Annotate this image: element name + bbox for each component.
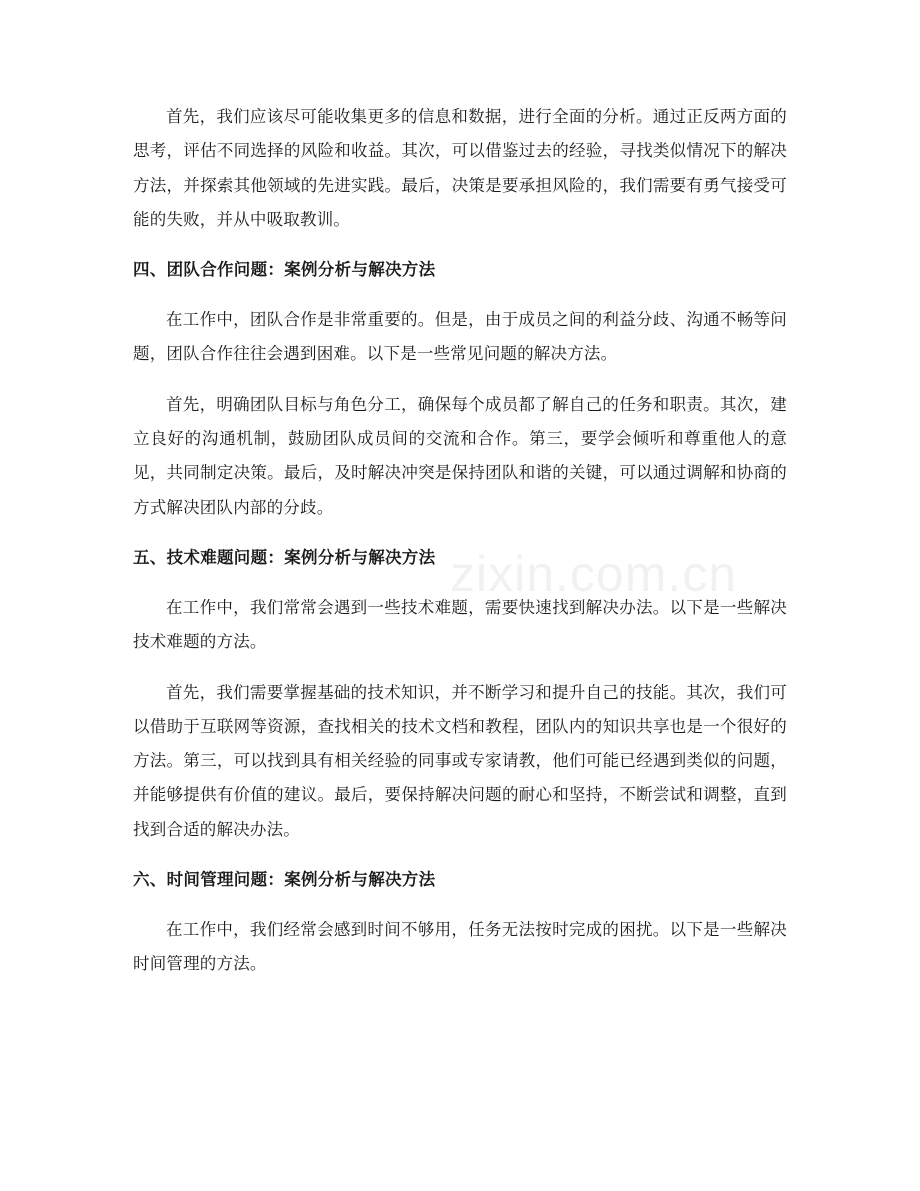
watermark-text: zixin.com.cn	[450, 546, 738, 602]
heading-time-management: 六、时间管理问题：案例分析与解决方法	[133, 870, 436, 890]
heading-teamwork: 四、团队合作问题：案例分析与解决方法	[133, 260, 436, 280]
paragraph-decision-methods: 首先，我们应该尽可能收集更多的信息和数据，进行全面的分析。通过正反两方面的思考，评估不同选择的风险和收益。其次，可以借鉴过去的经验，寻找类似情况下的解决方法，并探索其他领域的先进实践。最后，决策是要承担风险的，我们需要有勇气接受可能的失败，并从中吸取教训。	[133, 107, 787, 229]
paragraph-teamwork-methods: 首先，明确团队目标与角色分工，确保每个成员都了解自己的任务和职责。其次，建立良好的沟通机制，鼓励团队成员间的交流和合作。第三，要学会倾听和尊重他人的意见，共同制定决策。最后，及时解决冲突是保持团队和谐的关键，可以通过调解和协商的方式解决团队内部的分歧。	[133, 394, 787, 517]
paragraph-technical-intro: 在工作中，我们常常会遇到一些技术难题，需要快速找到解决办法。以下是一些解决技术难题的方法。	[133, 597, 787, 652]
document-body	[133, 100, 787, 998]
paragraph-teamwork-intro: 在工作中，团队合作是非常重要的。但是，由于成员之间的利益分歧、沟通不畅等问题，团队合作往往会遇到困难。以下是一些常见问题的解决方法。	[133, 310, 787, 364]
paragraph-time-management-intro: 在工作中，我们经常会感到时间不够用，任务无法按时完成的困扰。以下是一些解决时间管理的方法。	[133, 920, 787, 974]
heading-technical: 五、技术难题问题：案例分析与解决方法	[133, 547, 436, 567]
paragraph-technical-methods: 首先，我们需要掌握基础的技术知识，并不断学习和提升自己的技能。其次，我们可以借助于互联网等资源，查找相关的技术文档和教程，团队内的知识共享也是一个很好的方法。第三，可以找到具有相关经验的同事或专家请教，他们可能已经遇到类似的问题，并能够提供有价值的建议。最后，要保持解决问题的耐心和坚持，不断尝试和调整，直到找到合适的解决办法。	[133, 682, 787, 839]
